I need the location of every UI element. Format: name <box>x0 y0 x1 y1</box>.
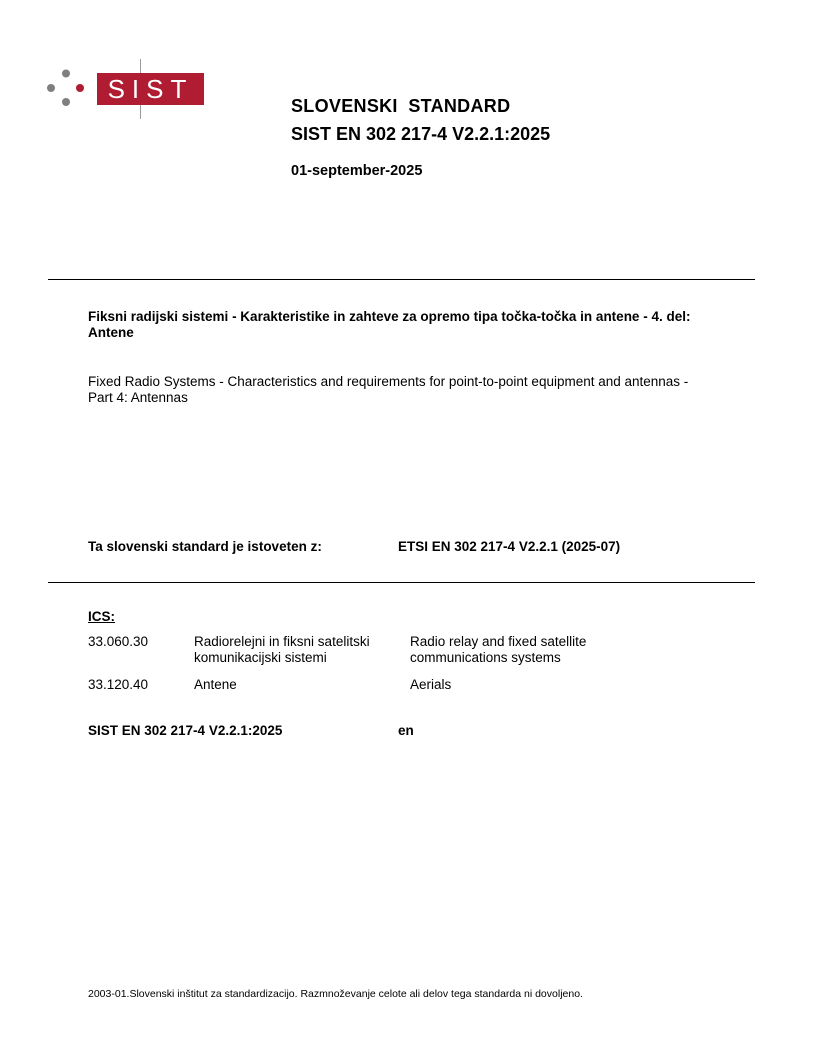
standard-date: 01-september-2025 <box>291 163 423 179</box>
standard-code: SIST EN 302 217-4 V2.2.1:2025 <box>291 124 551 144</box>
title-slovenian: Fiksni radijski sistemi - Karakteristike in zahteve za opremo tipa točka-točka in antene - 4. del: Antene <box>88 309 691 340</box>
standard-title: SLOVENSKI STANDARD <box>291 96 511 116</box>
ics-description-sl: Radiorelejni in fiksni satelitski komunikacijski sistemi <box>194 634 370 665</box>
document-language: en <box>398 723 414 738</box>
ics-heading: ICS: <box>88 609 115 624</box>
sist-logo-dots <box>44 66 88 110</box>
ics-code: 33.120.40 <box>88 677 149 692</box>
document-code: SIST EN 302 217-4 V2.2.1:2025 <box>88 723 283 738</box>
divider-bottom <box>48 582 755 583</box>
title-english: Fixed Radio Systems - Characteristics and requirements for point-to-point equipment and antennas - Part 4: Antennas <box>88 374 689 405</box>
identical-label: Ta slovenski standard je istoveten z: <box>88 539 322 554</box>
ics-code: 33.060.30 <box>88 634 149 649</box>
ics-description-sl: Antene <box>194 677 237 692</box>
ics-description-en: Radio relay and fixed satellite communications systems <box>410 634 587 665</box>
copyright-footer: 2003-01.Slovenski inštitut za standardizacijo. Razmnoževanje celote ali delov tega standarda ni dovoljeno. <box>88 988 583 1000</box>
sist-logo: SIST <box>97 73 204 105</box>
ics-description-en: Aerials <box>410 677 452 692</box>
identical-value: ETSI EN 302 217-4 V2.2.1 (2025-07) <box>398 539 621 554</box>
divider-top <box>48 279 755 280</box>
